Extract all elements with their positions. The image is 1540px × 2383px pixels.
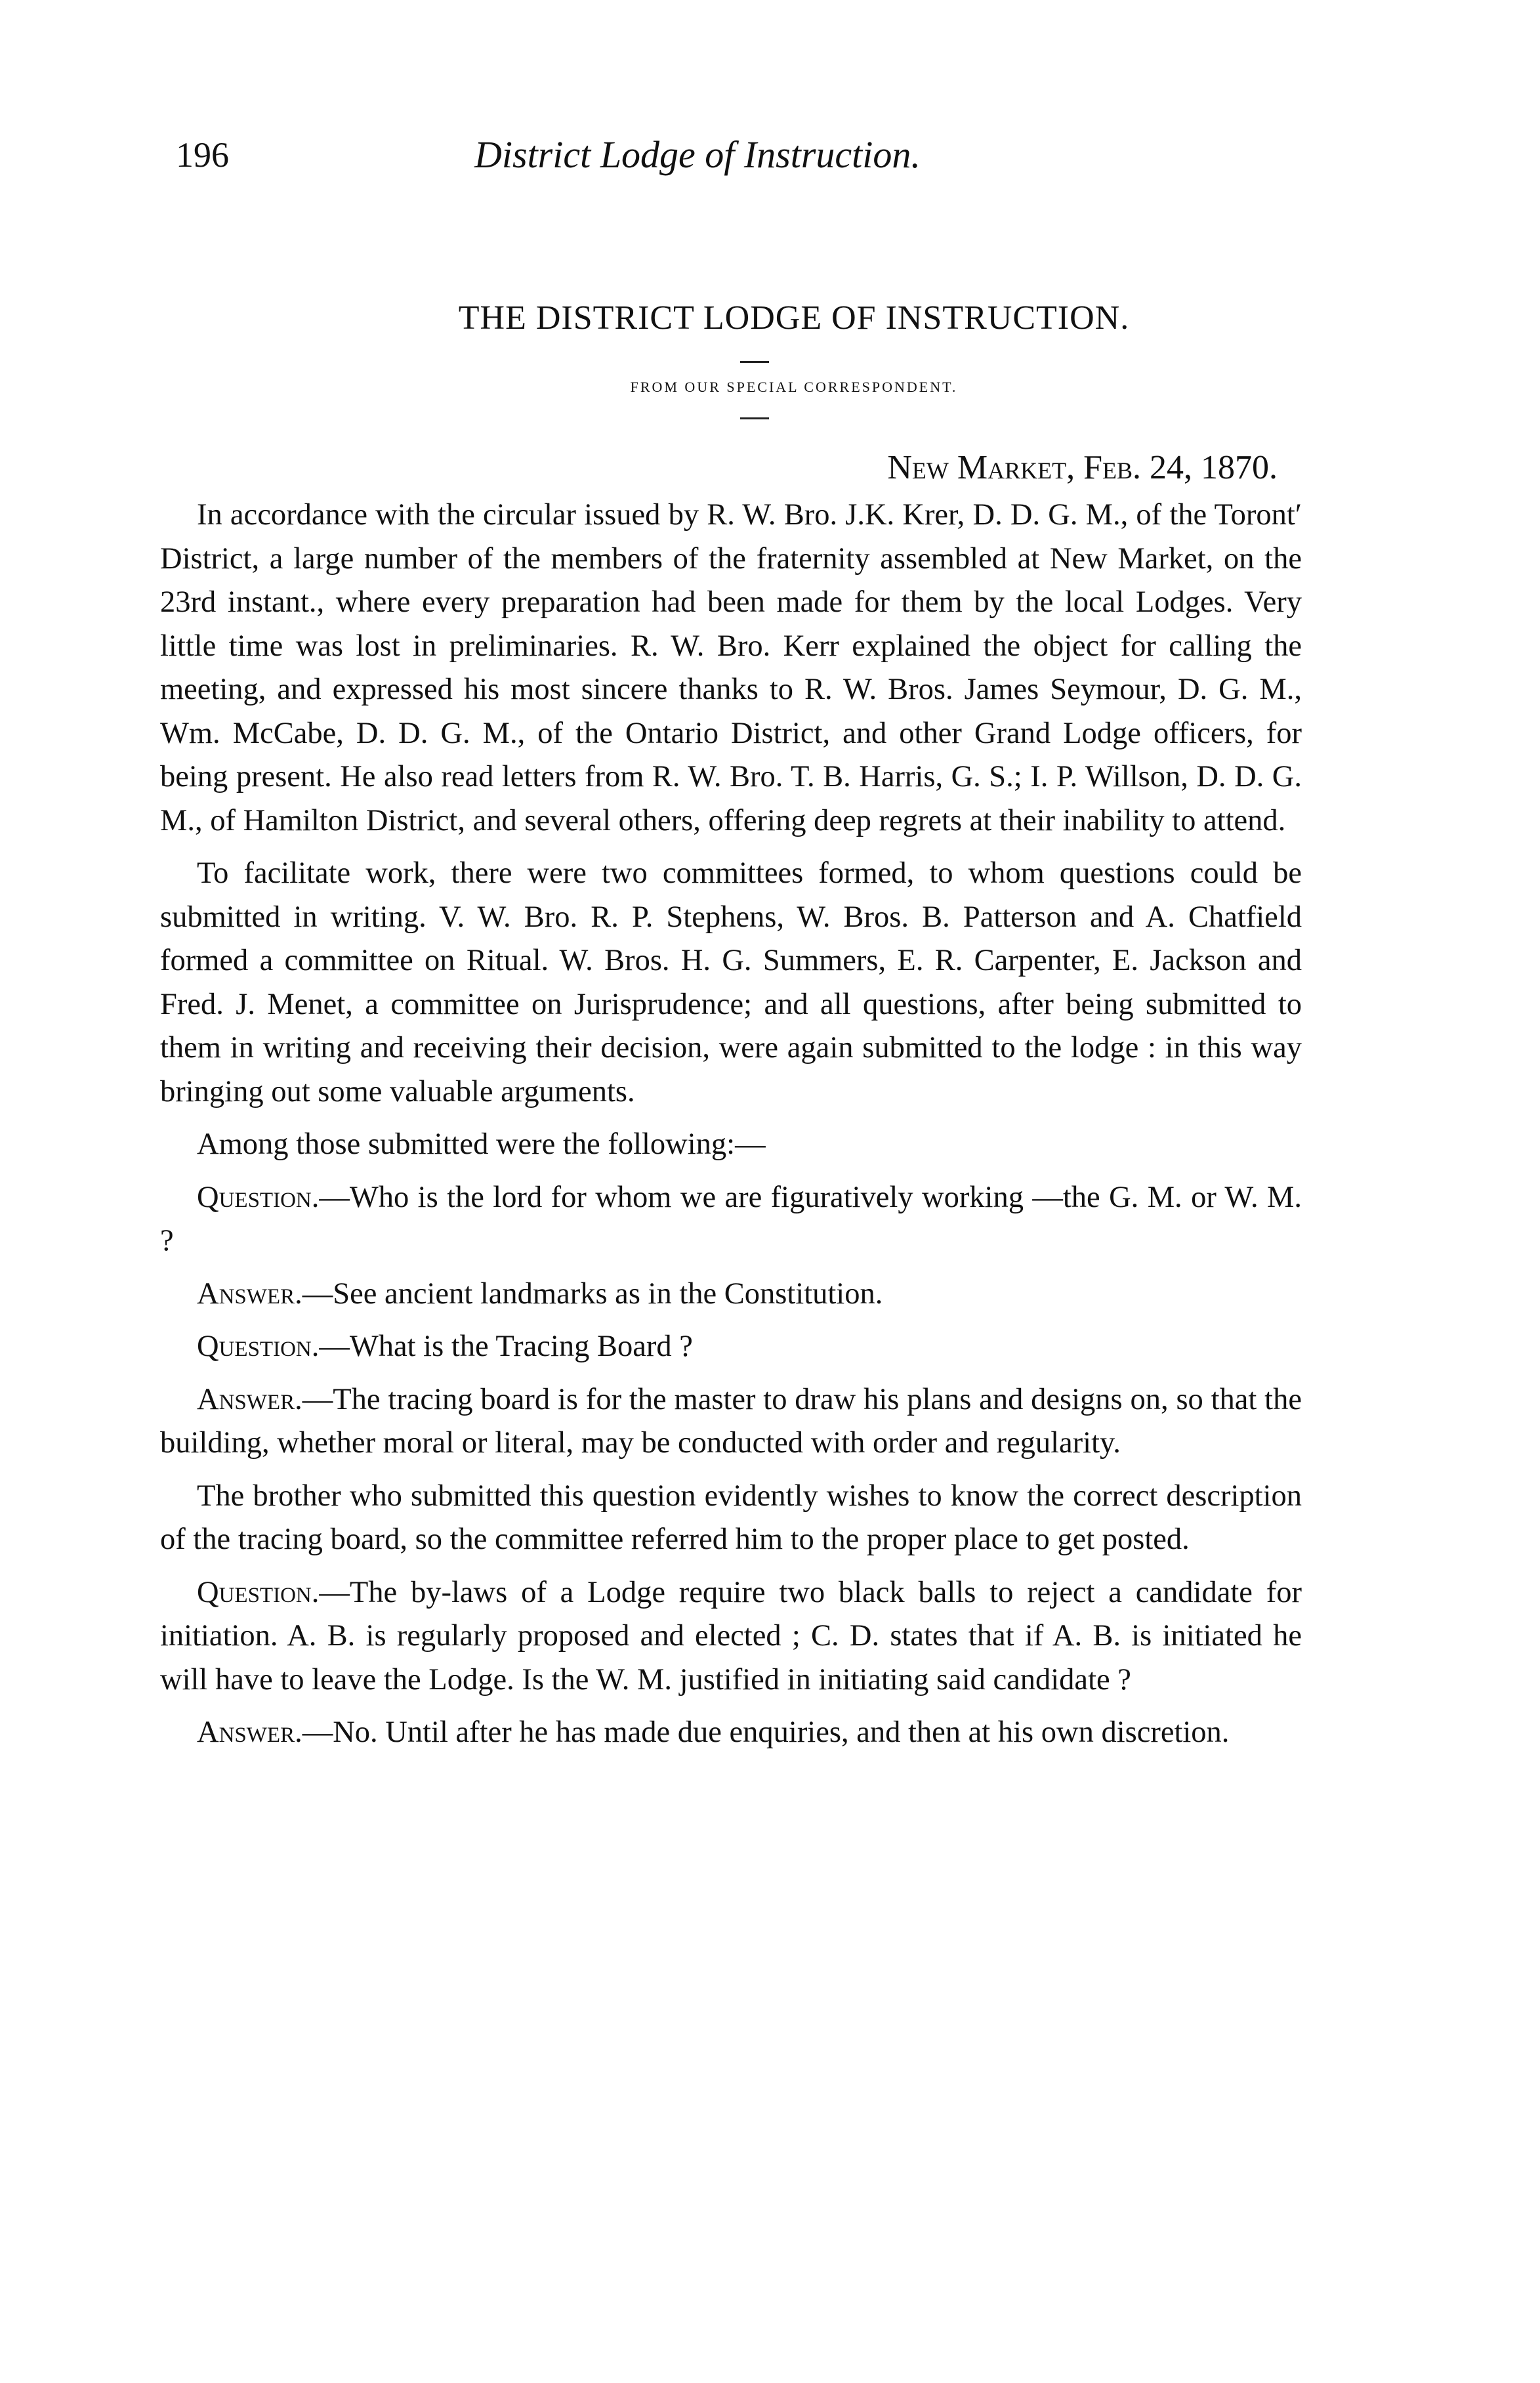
running-title: District Lodge of Instruction. xyxy=(474,133,921,176)
byline: FROM OUR SPECIAL CORRESPONDENT. xyxy=(630,379,958,395)
question-text: —What is the Tracing Board ? xyxy=(319,1330,693,1363)
paragraph-text: In accordance with the circular issued by R. W. Bro. J.K. Krer, D. D. G. M., of the Toront′ District, a large number of the members of the fraternity assembled at New Market, on the 23rd instant., where every preparation had been made for them by the local Lodges. Very little time was lost in preliminaries. R. W. Bro. Kerr explained the object for calling the meeting, and expressed his most sincere thanks to R. W. Bros. James Seymour, D. G. M., Wm. McCabe, D. D. G. M., of the Ontario District, and other Grand Lodge officers, for being present. He also read letters from R. W. Bro. T. B. Harris, G. S.; I. P. Willson, D. D. G. M., of Hamilton District, and several others, offering deep regrets at their inability to attend. xyxy=(160,498,1302,837)
page-number: 196 xyxy=(176,135,229,175)
question-paragraph xyxy=(160,1176,1302,1263)
question-label: Question. xyxy=(197,1575,320,1609)
answer-label: Answer. xyxy=(197,1276,302,1311)
paragraph-text: The brother who submitted this question evidently wishes to know the correct description of the tracing board, so the committee referred him to the proper place to get posted. xyxy=(160,1479,1302,1556)
answer-text: —No. Until after he has made due enquiries, and then at his own discretion. xyxy=(302,1716,1230,1749)
answer-paragraph xyxy=(160,1711,1302,1755)
byline-rule xyxy=(740,417,769,419)
answer-text: —See ancient landmarks as in the Constitution. xyxy=(302,1276,883,1311)
dateline: New Market, Feb. 24, 1870. xyxy=(887,449,1278,486)
body-paragraph xyxy=(160,1475,1302,1562)
question-text: —Who is the lord for whom we are figuratively working —the G. M. or W. M. ? xyxy=(160,1180,1302,1257)
article-title: THE DISTRICT LODGE OF INSTRUCTION. xyxy=(458,299,1130,337)
article-body xyxy=(160,494,1302,1764)
question-label: Question. xyxy=(197,1180,320,1214)
answer-label: Answer. xyxy=(197,1382,302,1416)
answer-text: —The tracing board is for the master to draw his plans and designs on, so that the building, whether moral or literal, may be conducted with order and regularity. xyxy=(160,1382,1302,1460)
running-header xyxy=(176,131,1304,184)
title-rule xyxy=(740,361,769,363)
answer-paragraph xyxy=(160,1273,1302,1317)
question-text: —The by-laws of a Lodge require two black balls to reject a candidate for initiation. A. B. is regularly proposed and elected ; C. D. states that if A. B. is initiated he will have to leave the Lodge. Is the W. M. justified in initiating said candidate ? xyxy=(160,1575,1302,1697)
answer-paragraph xyxy=(160,1378,1302,1466)
question-label: Question. xyxy=(197,1330,320,1363)
body-paragraph xyxy=(160,1123,1302,1167)
question-paragraph xyxy=(160,1325,1302,1369)
answer-label: Answer. xyxy=(197,1716,302,1749)
body-paragraph xyxy=(160,852,1302,1114)
question-paragraph xyxy=(160,1571,1302,1702)
paragraph-text: Among those submitted were the following:— xyxy=(197,1128,766,1161)
body-paragraph xyxy=(160,494,1302,843)
paragraph-text: To facilitate work, there were two committees formed, to whom questions could be submitted in writing. V. W. Bro. R. P. Stephens, W. Bros. B. Patterson and A. Chatfield formed a committee on Ritual. W. Bros. H. G. Summers, E. R. Carpenter, E. Jackson and Fred. J. Menet, a committee on Jurisprudence; and all questions, after being submitted to them in writing and receiving their decision, were again submitted to the lodge : in this way bringing out some valuable arguments. xyxy=(160,856,1302,1108)
